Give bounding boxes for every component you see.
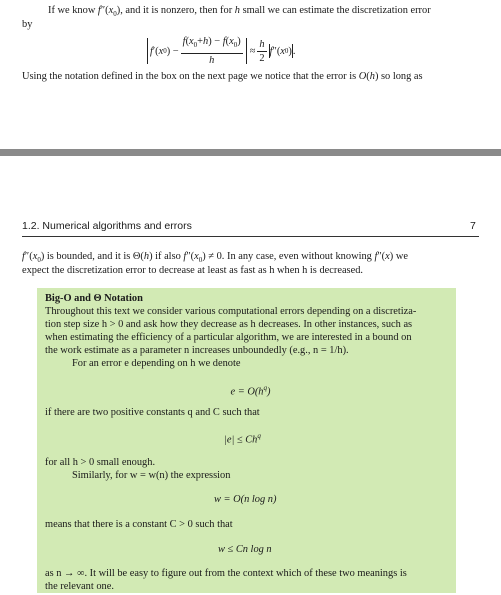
box-p4: for all h > 0 small enough. (45, 457, 156, 468)
box-p7-line2: the relevant one. (45, 581, 114, 592)
text-run: is bounded, and it is (44, 251, 133, 262)
page1-line3: Using the notation defined in the box on the next page we notice that the error is O(h) so long as (22, 71, 423, 82)
text-run: if also (152, 251, 184, 262)
box-p5: Similarly, for w = w(n) the expression (72, 470, 231, 481)
page1-line1: If we know $f''(x_0)$, and it is nonzero, then for h small we can estimate the discretization error (48, 5, 431, 19)
eq2-text: |e| ≤ Ch (224, 434, 258, 446)
text-run: we (393, 251, 408, 262)
header-rule (22, 236, 479, 237)
math-h: h (234, 5, 240, 16)
by-label: by (22, 19, 33, 30)
eq1-text: e = O(h (230, 386, 264, 398)
page2-para-line1: $f''(x_0)$ is bounded, and it is Θ(h) if also $f''(x_0) \ne 0$. In any case, even without knowing f″(x) we (22, 251, 408, 265)
eq1-sup: q (263, 384, 267, 392)
text-run: . In any case, even without knowing (221, 251, 375, 262)
page-divider (0, 149, 501, 156)
box-p2: For an error e depending on h we denote (72, 358, 241, 369)
box-p7-line1: as n → ∞. It will be easy to figure out from the context which of these two meanings is (45, 568, 407, 579)
text-run: , and it is nonzero, then for (120, 5, 235, 16)
box-p1-line3: when estimating the efficiency of a particular algorithm, we are interested in a bound on (45, 332, 412, 343)
equation-abs-e-bound (224, 430, 261, 446)
box-title-text: Big-O and Θ Notation (45, 293, 143, 304)
box-p1-line1: Throughout this text we consider various computational errors depending on a discretiza- (45, 306, 417, 317)
eq2-sup: q (257, 432, 261, 440)
text-run: Using the notation defined in the box on the next page we notice that the error is (22, 71, 359, 82)
equation-e-bigO (0, 382, 501, 398)
section-header: 1.2. Numerical algorithms and errors (22, 220, 192, 232)
box-title (45, 292, 143, 305)
equation-w-bigO: w = O(n log n) (214, 494, 277, 505)
error-estimate-equation: f ′( x 0 ) − $\frac{f(x_0+h) - f(x_0)}{h}$ ≈ $\frac{h}{2}$ f ″( x 0 ) . (147, 37, 296, 65)
page-number: 7 (470, 220, 476, 232)
text-run: small we can estimate the discretization error (239, 5, 431, 16)
text-run: If we know (48, 5, 98, 16)
equation-w-bound: w ≤ Cn log n (218, 544, 272, 555)
box-p1-line2: tion step size h > 0 and ask how they decrease as h decreases. In other instances, such as (45, 319, 413, 330)
box-p1-line4: the work estimate as a parameter n increases unboundedly (e.g., n = 1/h). (45, 345, 349, 356)
text-run: so long as (378, 71, 423, 82)
box-p3: if there are two positive constants q and C such that (45, 407, 260, 418)
math-fpp-x0: f (97, 5, 101, 16)
box-p6: means that there is a constant C > 0 such that (45, 519, 233, 530)
eq1-end: ) (267, 386, 271, 398)
page2-para-line2: expect the discretization error to decrease at least as fast as h when h is decreased. (22, 265, 364, 276)
